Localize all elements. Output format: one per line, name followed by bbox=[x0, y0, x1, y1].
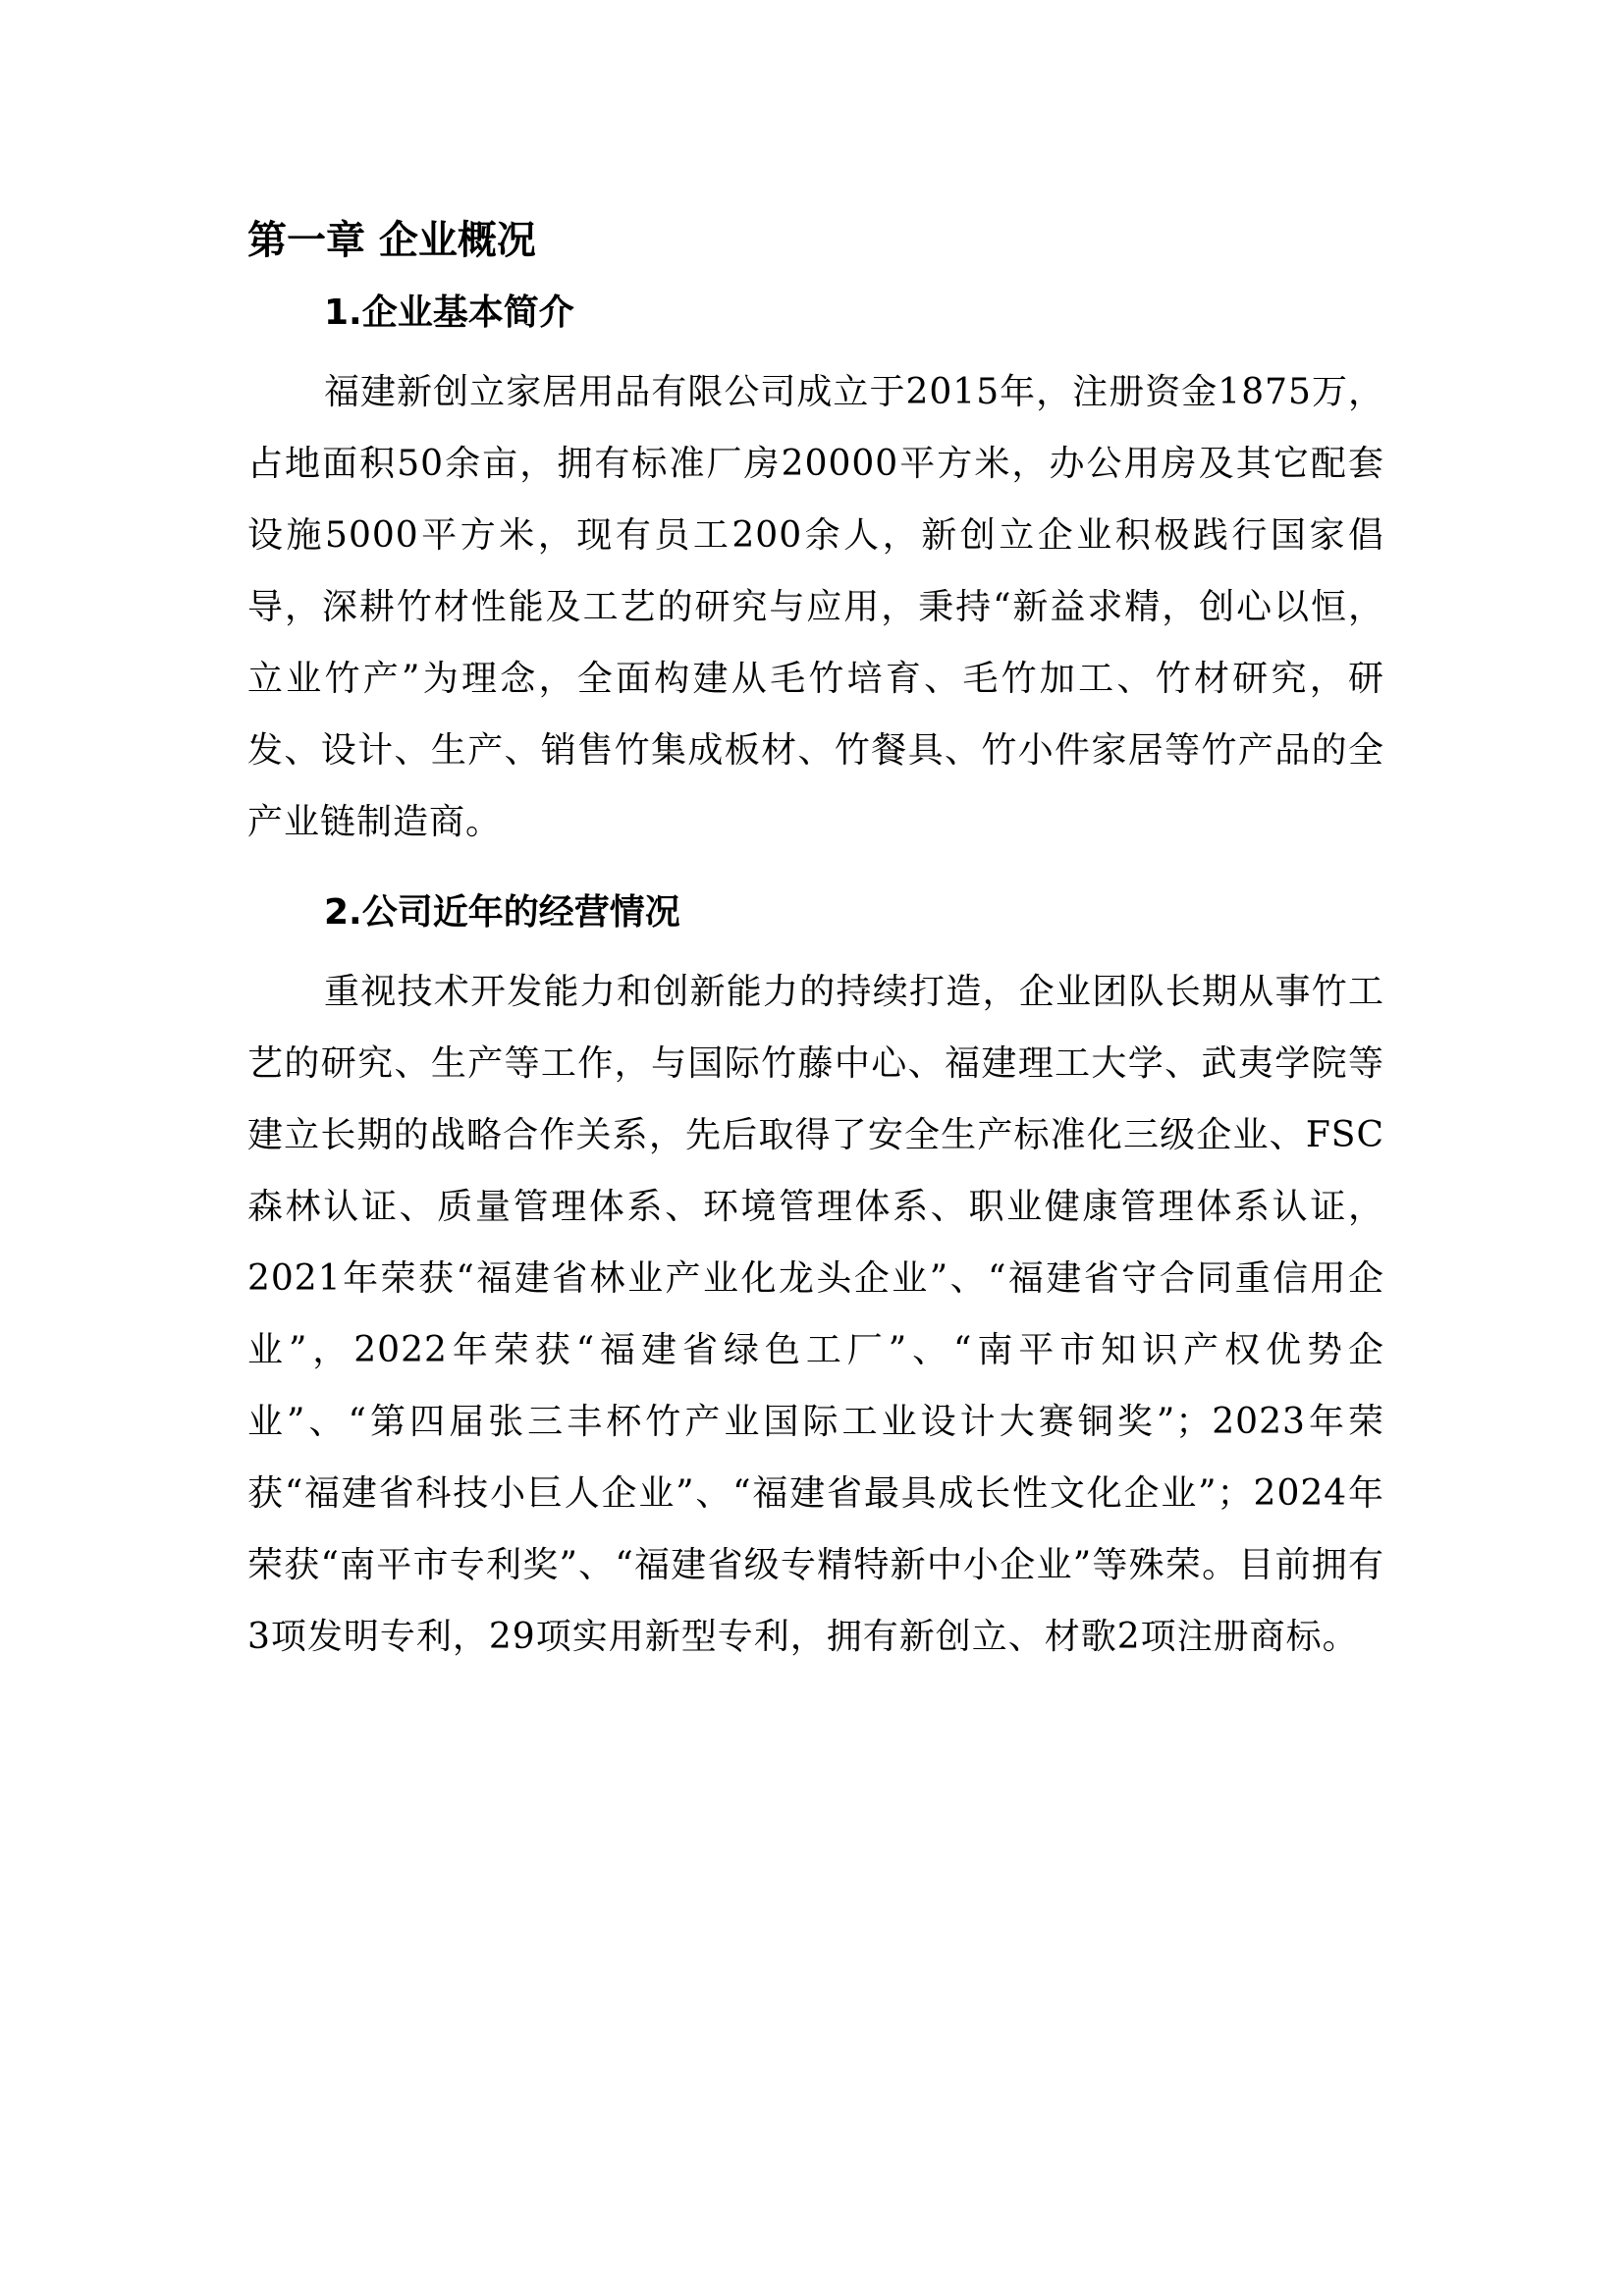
section-heading-operations: 2.公司近年的经营情况 bbox=[324, 892, 680, 933]
section-heading-company-intro: 1.企业基本简介 bbox=[324, 293, 574, 333]
chapter-title: 第一章 企业概况 bbox=[247, 218, 536, 263]
paragraph-company-intro: 福建新创立家居用品有限公司成立于2015年，注册资金1875万，占地面积50余亩，拥有标准厂房20000平方米，办公用房及其它配套设施5000平方米，现有员工200余人，新创立企业积极践行国家倡导，深耕竹材性能及工艺的研究与应用，秉持“新益求精，创心以恒，立业竹产”为理念，全面构建从毛竹培育、毛竹加工、竹材研究，研发、设计、生产、销售竹集成板材、竹餐具、竹小件家居等竹产品的全产业链制造商。 bbox=[247, 372, 1384, 842]
page-content bbox=[247, 211, 1384, 1698]
paragraph-operations: 重视技术开发能力和创新能力的持续打造，企业团队长期从事竹工艺的研究、生产等工作，与国际竹藤中心、福建理工大学、武夷学院等建立长期的战略合作关系，先后取得了安全生产标准化三级企业、FSC森林认证、质量管理体系、环境管理体系、职业健康管理体系认证，2021年荣获“福建省林业产业化龙头企业”、“福建省守合同重信用企业”，2022年荣获“福建省绿色工厂”、“南平市知识产权优势企业”、“第四届张三丰杯竹产业国际工业设计大赛铜奖”；2023年荣获“福建省科技小巨人企业”、“福建省最具成长性文化企业”；2024年荣获“南平市专利奖”、“福建省级专精特新中小企业”等殊荣。目前拥有3项发明专利，29项实用新型专利，拥有新创立、材歌2项注册商标。 bbox=[247, 972, 1384, 1657]
